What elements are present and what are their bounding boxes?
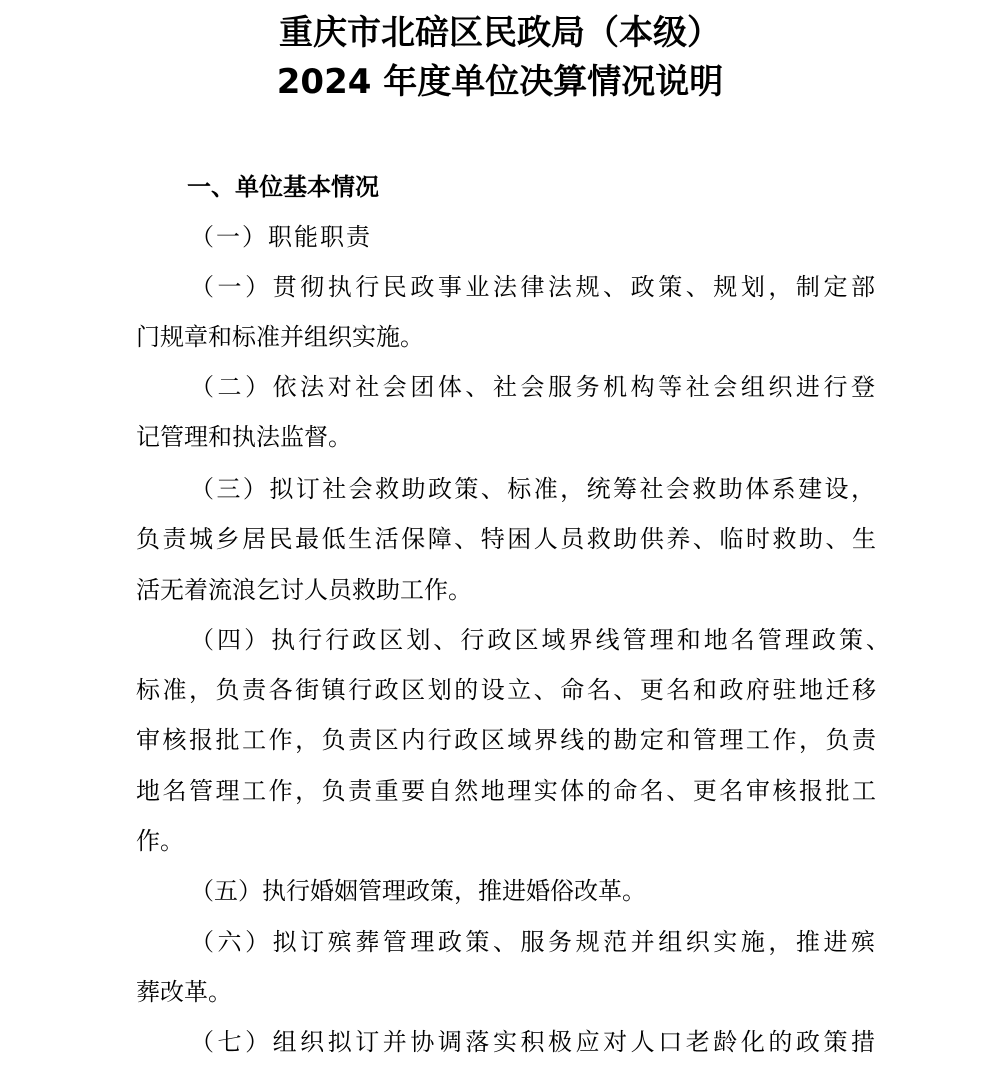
body-line: （七）组织拟订并协调落实积极应对人口老龄化的政策措 — [190, 1028, 875, 1056]
body-line: 葬改革。 — [136, 978, 232, 1006]
body-line: （四）执行行政区划、行政区域界线管理和地名管理政策、 — [190, 626, 890, 654]
document-title-line-2: 2024 年度单位决算情况说明 — [276, 62, 724, 102]
body-line: 标准，负责各街镇行政区划的设立、命名、更名和政府驻地迁移 — [136, 676, 876, 704]
body-line: （五）执行婚姻管理政策，推进婚俗改革。 — [190, 877, 646, 905]
body-line: （一）贯彻执行民政事业法律法规、政策、规划，制定部 — [190, 273, 875, 301]
body-line: 活无着流浪乞讨人员救助工作。 — [136, 576, 472, 604]
body-line: 记管理和执法监督。 — [136, 423, 352, 451]
body-line: 地名管理工作，负责重要自然地理实体的命名、更名审核报批工 — [136, 777, 876, 805]
body-line: 门规章和标准并组织实施。 — [136, 323, 424, 351]
body-line: 作。 — [136, 827, 184, 855]
body-line: （六）拟订殡葬管理政策、服务规范并组织实施，推进殡 — [190, 928, 875, 956]
body-line: 审核报批工作，负责区内行政区域界线的勘定和管理工作，负责 — [136, 726, 876, 754]
document-title-line-1: 重庆市北碚区民政局（本级） — [279, 13, 721, 53]
body-line: （三）拟订社会救助政策、标准，统筹社会救助体系建设， — [190, 475, 875, 503]
subsection-heading: （一）职能职责 — [190, 223, 372, 251]
body-line: 负责城乡居民最低生活保障、特困人员救助供养、临时救助、生 — [136, 525, 876, 553]
section-heading: 一、单位基本情况 — [187, 173, 379, 201]
body-line: （二）依法对社会团体、社会服务机构等社会组织进行登 — [190, 373, 875, 401]
